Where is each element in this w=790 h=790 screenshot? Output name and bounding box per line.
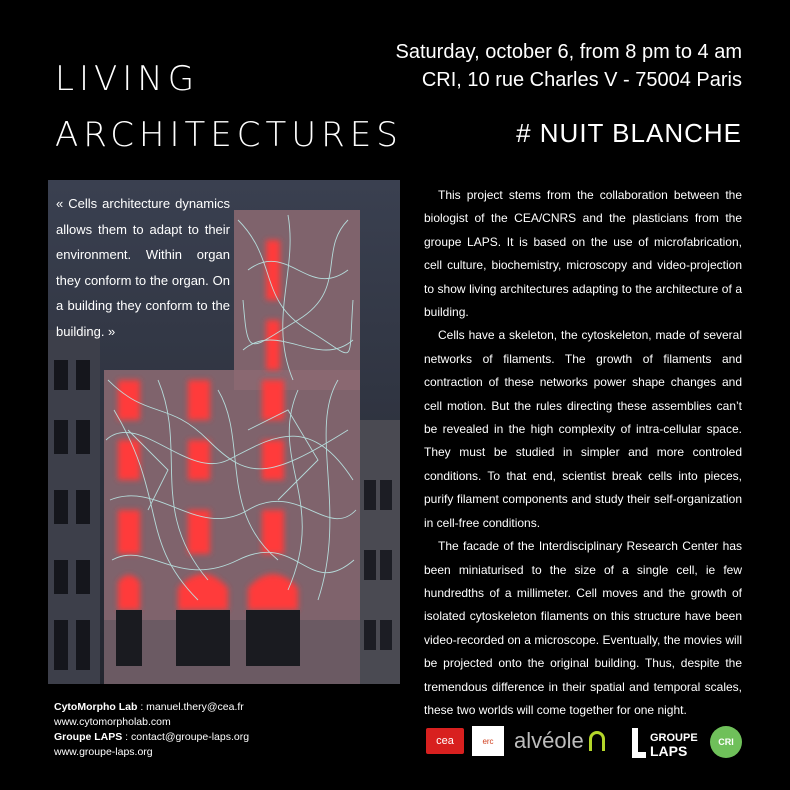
- alveole-logo-text: alvéole: [514, 728, 584, 753]
- lab-website[interactable]: www.cytomorpholab.com: [54, 716, 171, 728]
- partner-logos: [420, 718, 750, 762]
- lab-email[interactable]: : manuel.thery@cea.fr: [137, 701, 244, 713]
- groupe-laps-logo: [632, 724, 698, 758]
- laps-name: Groupe LAPS: [54, 731, 123, 743]
- cri-logo-text: CRI: [718, 737, 734, 747]
- event-title: [55, 58, 403, 156]
- event-place: CRI, 10 rue Charles V - 75004 Paris: [421, 69, 742, 91]
- cea-logo: [426, 728, 464, 754]
- description-body: [424, 184, 742, 722]
- laps-mark-icon: [632, 728, 646, 758]
- laps-text: LAPS: [650, 743, 688, 759]
- event-info: [396, 38, 742, 94]
- contact-block: [54, 700, 249, 760]
- event-date: Saturday, october 6, from 8 pm to 4 am: [395, 41, 742, 63]
- nuit-blanche-tag: # NUIT BLANCHE: [516, 118, 742, 148]
- paragraph-2: Cells have a skeleton, the cytoskeleton, made of several networks of filaments. The growth of filaments and contraction of these networks power shape changes and cell motion. But the rules directing these assemblies can’t be revealed in the high complexity of intra-cellular space. They must be studied in simpler and more controled conditions. To that end, scientist break cells into pieces, purify filament components and study their self-organization in cell-free conditions.: [424, 328, 742, 530]
- paragraph-1: This project stems from the collaboration between the biologist of the CEA/CNRS and the plasticians from the groupe LAPS. It is based on the use of microfabrication, cell culture, biochemistry, microscopy and video-projection to show living architectures adapting to the architecture of a building.: [424, 188, 742, 320]
- erc-logo-text: erc: [482, 736, 494, 746]
- cea-logo-text: cea: [436, 735, 454, 747]
- alveole-mark-icon: [589, 731, 605, 751]
- laps-email[interactable]: : contact@groupe-laps.org: [122, 731, 250, 743]
- title-line-2: ARCHITECTURES: [55, 115, 403, 155]
- groupe-text: GROUPE: [650, 732, 698, 744]
- laps-website[interactable]: www.groupe-laps.org: [54, 746, 153, 758]
- lab-name: CytoMorpho Lab: [54, 701, 138, 713]
- paragraph-3: The facade of the Interdisciplinary Research Center has been miniaturised to the size of a single cell, ie few hundredths of a millimeter. Cell moves and the growth of isolated cytoskeleton filaments on this structure have been video-recorded on a microscope. Eventually, the movies will be projected onto the original building. Thus, despite the tremendous difference in their spatial and temporal scales, these two worlds will come together for one night.: [424, 539, 742, 717]
- alveole-logo: [514, 726, 605, 756]
- quote-text: « Cells architecture dynamics allows them to adapt to their environment. Within organ they conform to the organ. On a building they conform to the building. »: [56, 196, 230, 339]
- erc-logo: [472, 726, 504, 756]
- cri-logo: [710, 726, 742, 758]
- title-line-1: LIVING: [55, 59, 200, 99]
